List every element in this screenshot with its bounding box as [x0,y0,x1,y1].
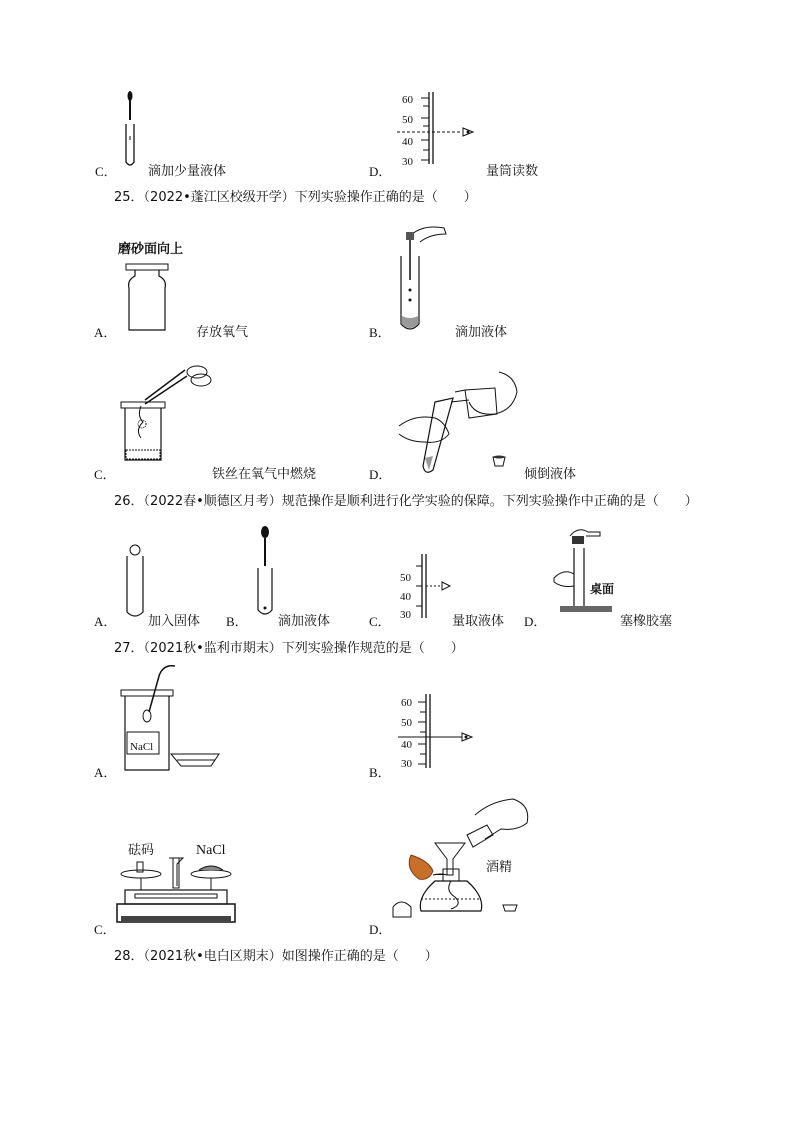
option-caption: 量取液体 [452,614,505,629]
option-letter: B． [369,765,391,780]
option-caption: 量筒读数 [486,164,539,179]
iron-wire-combustion-figure [115,360,220,465]
balance-label-nacl: NaCl [196,843,226,858]
pouring-liquid-figure [395,362,525,477]
option-letter: C． [369,614,391,629]
figure-label: 酒精 [486,860,513,875]
tick-30: 30 [402,156,413,168]
gas-jar-figure [125,262,170,332]
option-letter: D． [524,614,547,629]
adding-solid-figure [120,540,150,620]
tick-50: 50 [401,717,412,729]
balance-label-weights: 砝码 [128,843,155,858]
tick-60: 60 [401,697,412,709]
option-letter: D． [369,467,392,482]
question-26-stem: 26．（2022春•顺德区月考）规范操作是顺利进行化学实验的保障。下列实验操作中正确的是（ ） [114,494,698,509]
option-letter: C． [95,164,117,179]
tick-30: 30 [400,609,411,621]
question-25-stem: 25．（2022•蓬江区校级开学）下列实验操作正确的是（ ） [114,190,477,205]
balance-figure [115,856,240,930]
option-letter: C． [94,467,116,482]
dropper-above-tube-figure [250,524,280,616]
tick-60: 60 [402,94,413,106]
option-caption: 滴加液体 [278,614,331,629]
option-caption: 滴加液体 [455,325,508,340]
reagent-bottle-spoon-figure [115,662,225,774]
bottle-label: NaCl [130,741,154,753]
option-caption: 塞橡胶塞 [620,614,673,629]
figure-label: 磨砂面向上 [118,242,184,257]
option-caption: 加入固体 [148,614,201,629]
alcohol-lamp-figure [405,795,535,923]
option-caption: 铁丝在氧气中燃烧 [212,467,317,482]
tick-40: 40 [400,591,411,603]
tick-40: 40 [401,739,412,751]
option-caption: 滴加少量液体 [148,164,227,179]
tick-40: 40 [402,136,413,148]
option-letter: A． [94,325,117,340]
tick-30: 30 [401,758,412,770]
option-caption: 倾倒液体 [524,467,577,482]
option-letter: D． [369,922,392,937]
option-letter: B． [226,614,248,629]
figure-label: 桌面 [590,582,615,596]
rubber-stopper-figure [548,522,618,618]
option-letter: B． [369,325,391,340]
tick-50: 50 [402,114,413,126]
tick-50: 50 [400,572,411,584]
question-28-stem: 28．（2021秋•电白区期末）如图操作正确的是（ ） [114,949,438,964]
question-27-stem: 27．（2021秋•监利市期末）下列实验操作规范的是（ ） [114,641,464,656]
dropping-liquid-figure [392,220,452,335]
option-letter: D． [369,164,392,179]
option-letter: A． [94,614,117,629]
option-caption: 存放氧气 [196,325,249,340]
dropper-test-tube-figure [120,90,144,170]
option-letter: C． [94,922,116,937]
option-letter: A． [94,765,117,780]
